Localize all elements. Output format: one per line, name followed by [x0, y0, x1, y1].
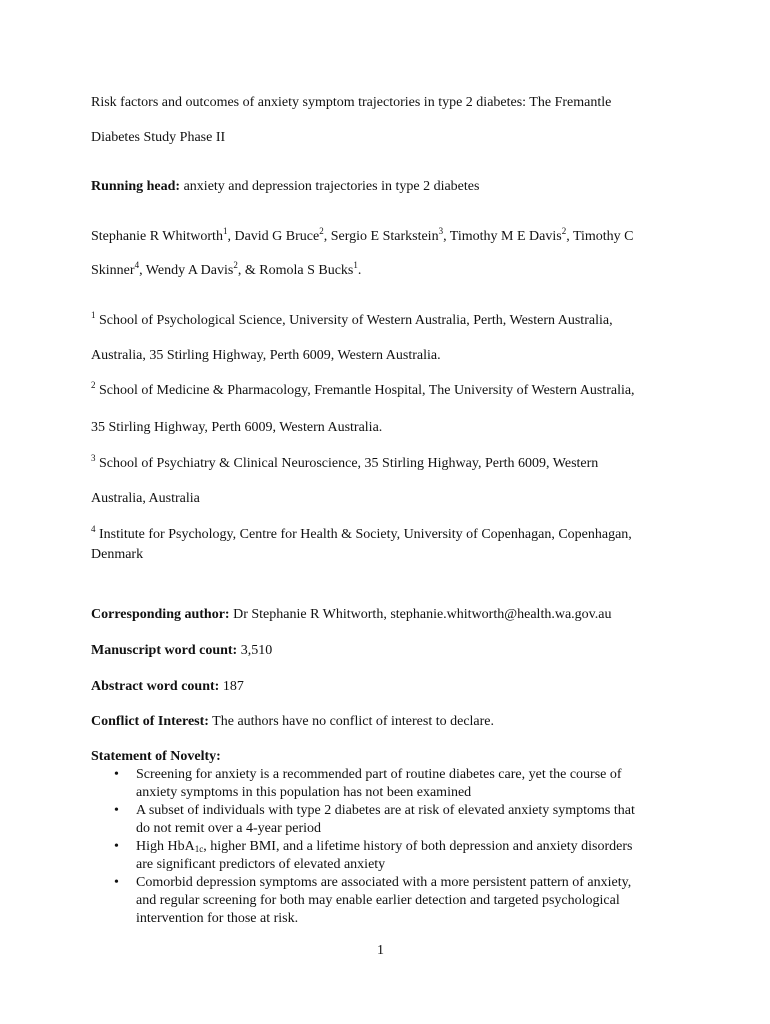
affiliation-number: 4: [91, 524, 96, 534]
affiliation-number: 1: [91, 310, 96, 320]
conflict-of-interest: [91, 713, 494, 731]
author-name: , Timothy C: [566, 229, 634, 244]
bullet-icon: •: [114, 803, 119, 818]
corresponding-author-label: Corresponding author:: [91, 607, 230, 622]
affiliation-number: 2: [91, 380, 96, 390]
manuscript-word-count-value: 3,510: [237, 643, 273, 658]
list-item: [91, 838, 691, 874]
affiliation-1-line-1: [91, 312, 613, 330]
author-name: , Timothy M E Davis: [443, 229, 562, 244]
author-affiliation-number: 3: [438, 226, 444, 236]
author-name: Stephanie R Whitworth: [91, 229, 223, 244]
affiliation-2-line-1: [91, 382, 635, 400]
corresponding-author-text: Dr Stephanie R Whitworth, stephanie.whitworth@health.wa.gov.au: [229, 607, 612, 622]
bullet-icon: •: [114, 839, 119, 854]
affiliation-4-line-2: Denmark: [91, 547, 144, 562]
authors-line-1: [91, 228, 634, 246]
author-affiliation-number: 2: [233, 260, 238, 270]
authors-line-2: [91, 262, 361, 280]
author-affiliation-number: 2: [561, 226, 567, 236]
list-item-line: and regular screening for both may enable earlier detection and targeted psychological: [136, 893, 620, 908]
author-name: Skinner: [91, 263, 135, 278]
list-item-line: intervention for those at risk.: [136, 911, 299, 926]
manuscript-word-count-label: Manuscript word count:: [91, 643, 238, 658]
affiliation-1-line-2: Australia, 35 Stirling Highway, Perth 6009, Western Australia.: [91, 348, 441, 363]
novelty-heading-label: Statement of Novelty:: [91, 749, 221, 764]
subscript: 1c: [194, 844, 204, 854]
list-item-line: are significant predictors of elevated anxiety: [136, 857, 386, 872]
list-item-text: High HbA: [136, 839, 195, 854]
list-item-line: Screening for anxiety is a recommended part of routine diabetes care, yet the course of: [136, 767, 622, 782]
list-item: [91, 802, 691, 838]
list-item-line: A subset of individuals with type 2 diabetes are at risk of elevated anxiety symptoms that: [136, 803, 635, 818]
list-item: [91, 766, 691, 802]
novelty-list: [91, 766, 691, 928]
abstract-word-count-label: Abstract word count:: [91, 679, 220, 694]
list-item-line: anxiety symptoms in this population has not been examined: [136, 785, 472, 800]
affiliation-4-line-1: [91, 526, 632, 544]
title-line-2: Diabetes Study Phase II: [91, 130, 226, 145]
affiliation-3-line-2: Australia, Australia: [91, 491, 200, 506]
running-head-text: anxiety and depression trajectories in type 2 diabetes: [180, 179, 480, 194]
affiliation-number: 3: [91, 453, 96, 463]
list-item-line: Comorbid depression symptoms are associated with a more persistent pattern of anxiety,: [136, 875, 632, 890]
running-head: [91, 178, 479, 196]
title-line-1: Risk factors and outcomes of anxiety symptom trajectories in type 2 diabetes: The Fremantle: [91, 95, 612, 110]
affiliation-text: Institute for Psychology, Centre for Health & Society, University of Copenhagan, Copenhagan,: [95, 527, 632, 542]
affiliation-text: School of Psychiatry & Clinical Neuroscience, 35 Stirling Highway, Perth 6009, Western: [95, 456, 599, 471]
author-affiliation-number: 4: [134, 260, 140, 270]
bullet-icon: •: [114, 875, 119, 890]
author-affiliation-number: 1: [353, 260, 358, 270]
list-item-text: , higher BMI, and a lifetime history of both depression and anxiety disorders: [203, 839, 633, 854]
author-name: , David G Bruce: [227, 229, 320, 244]
conflict-of-interest-label: Conflict of Interest:: [91, 714, 209, 729]
abstract-word-count-value: 187: [219, 679, 244, 694]
bullet-icon: •: [114, 767, 119, 782]
author-affiliation-number: 2: [319, 226, 324, 236]
author-name: , Wendy A Davis: [139, 263, 234, 278]
list-item-line: do not remit over a 4-year period: [136, 821, 322, 836]
affiliation-3-line-1: [91, 455, 598, 473]
conflict-of-interest-text: The authors have no conflict of interest to declare.: [208, 714, 495, 729]
affiliation-2-line-2: 35 Stirling Highway, Perth 6009, Western Australia.: [91, 420, 383, 435]
affiliation-text: School of Medicine & Pharmacology, Fremantle Hospital, The University of Western Australia,: [95, 383, 635, 398]
running-head-label: Running head:: [91, 179, 181, 194]
list-item-line: [136, 838, 691, 856]
affiliation-text: School of Psychological Science, University of Western Australia, Perth, Western Australia,: [95, 313, 613, 328]
author-affiliation-number: 1: [222, 226, 228, 236]
novelty-heading: [91, 748, 221, 766]
author-name: , Sergio E Starkstein: [323, 229, 439, 244]
authors-end: .: [357, 263, 362, 278]
author-name: , & Romola S Bucks: [237, 263, 354, 278]
corresponding-author: [91, 606, 611, 624]
list-item: [91, 874, 691, 928]
manuscript-word-count: [91, 642, 272, 660]
page-number: 1: [377, 943, 384, 958]
abstract-word-count: [91, 678, 244, 696]
